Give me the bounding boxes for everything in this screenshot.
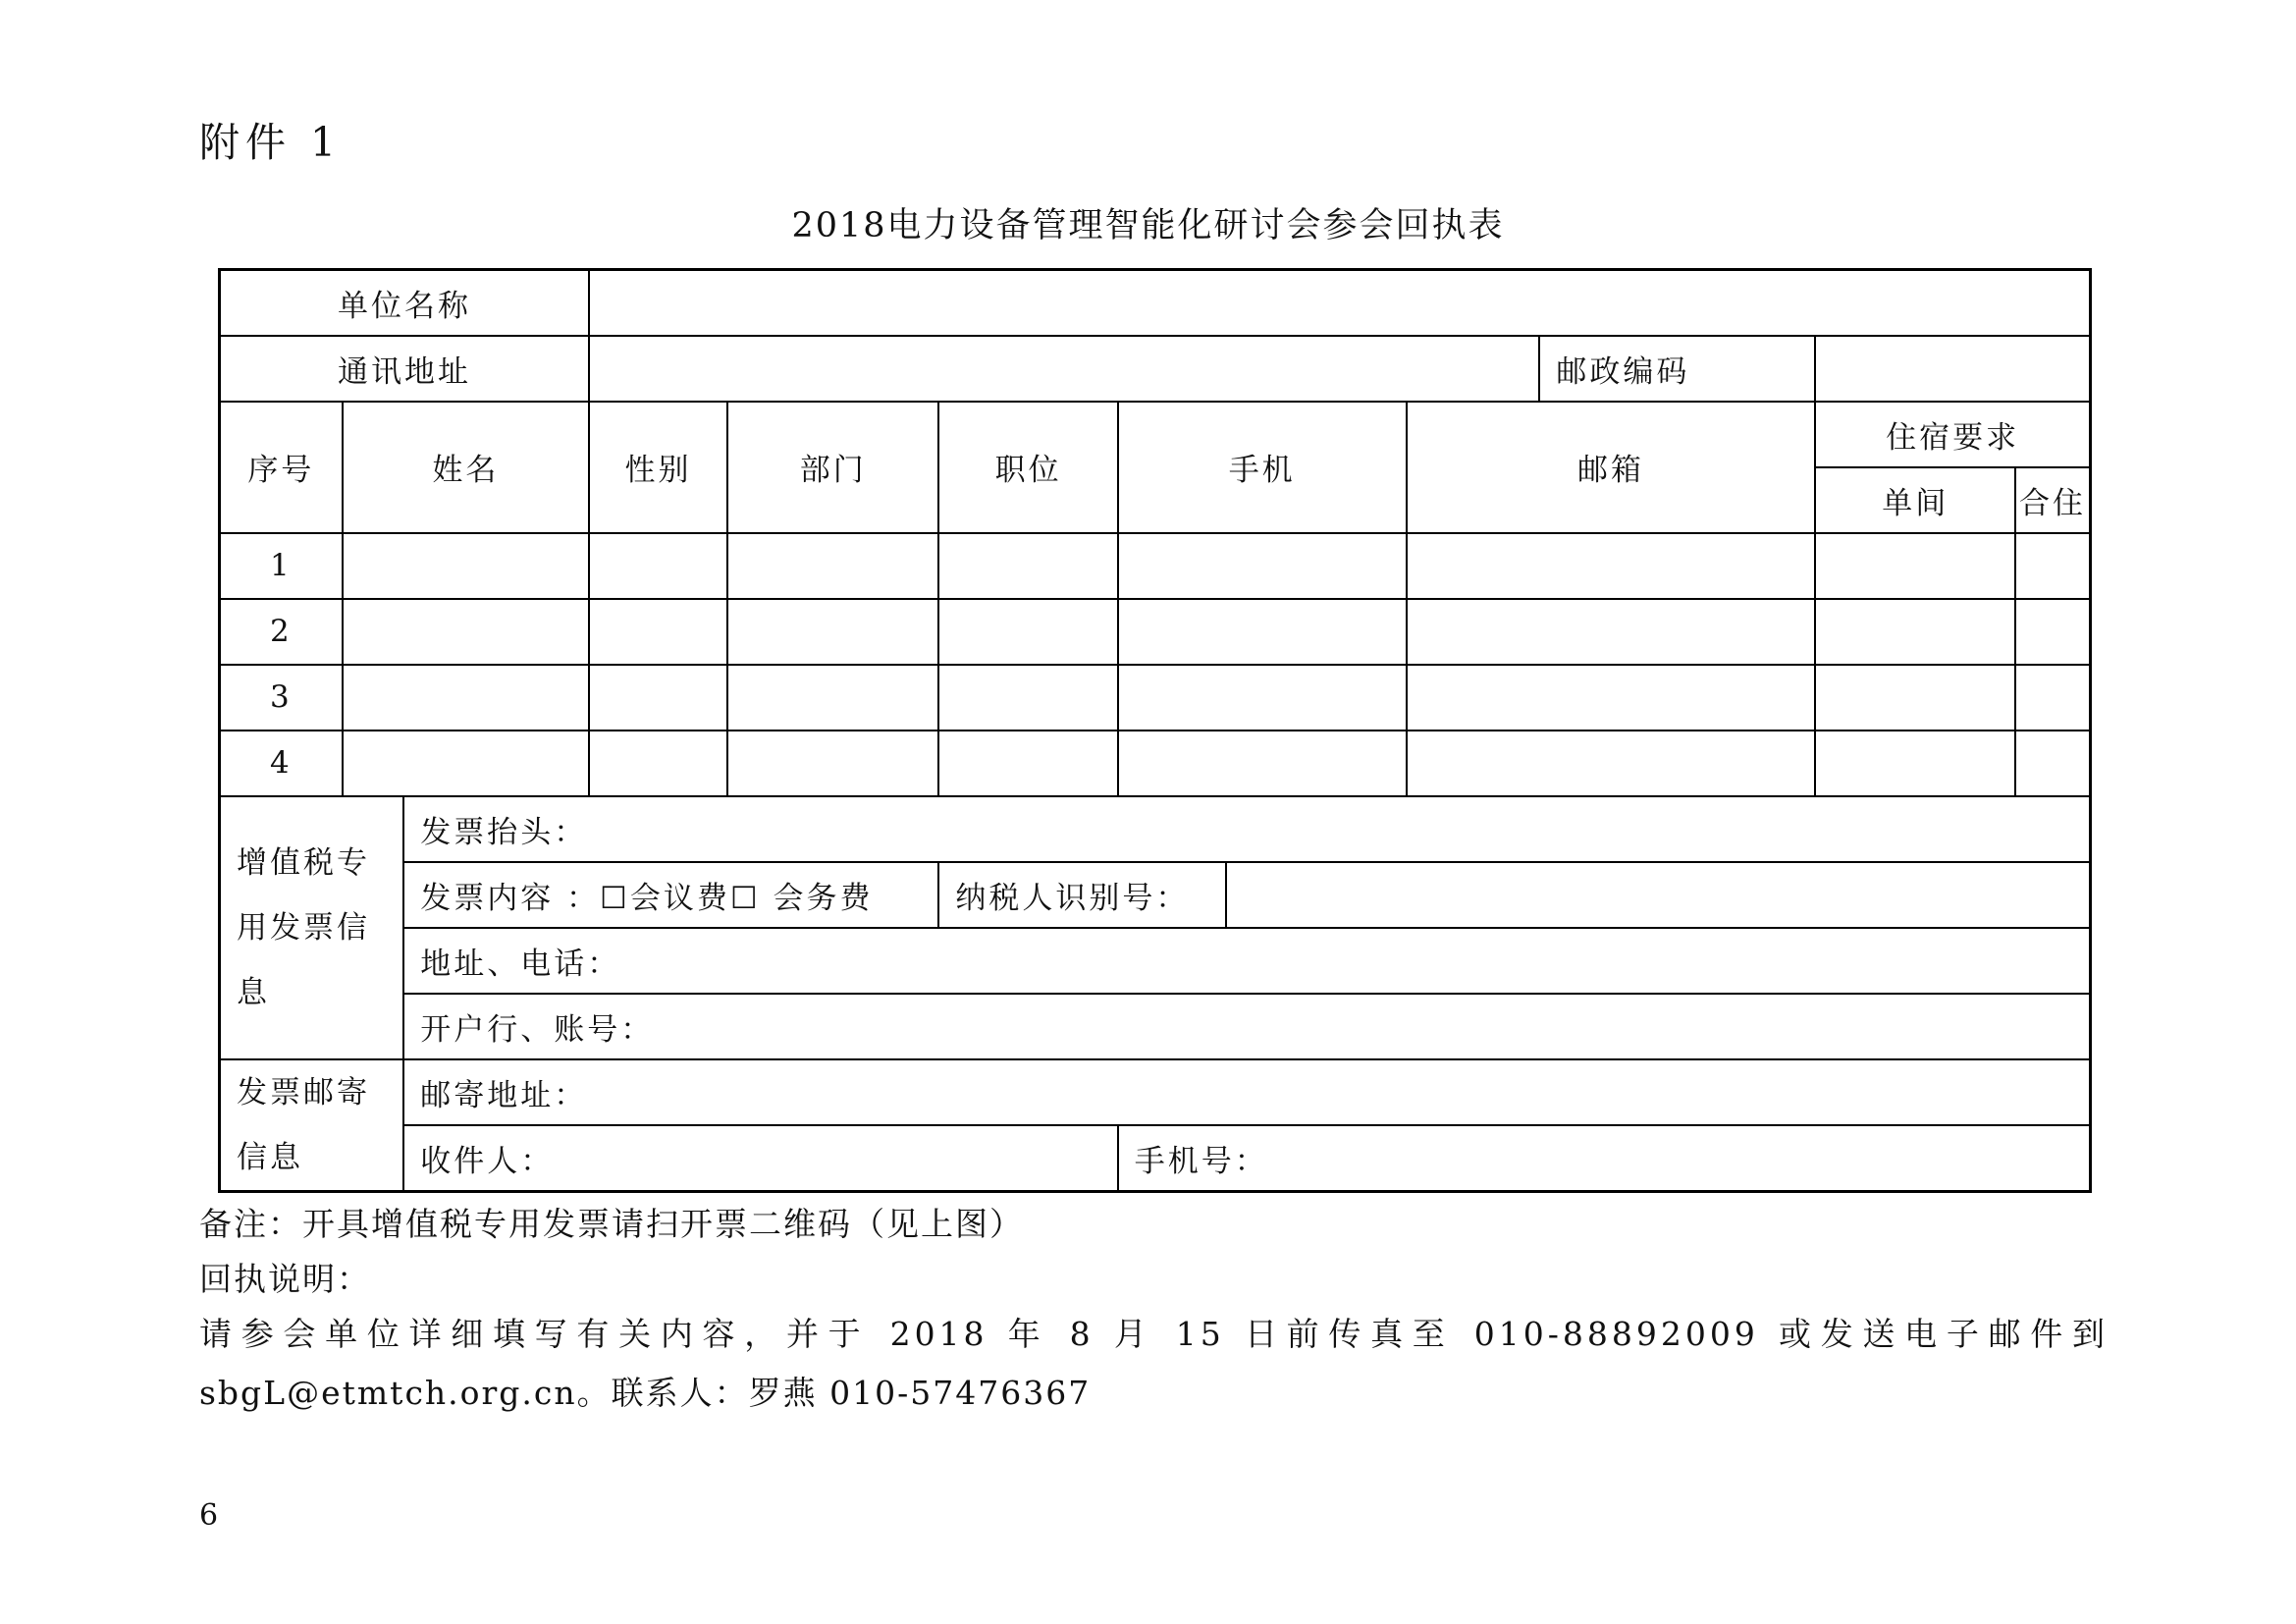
- mobile-cell[interactable]: [1118, 665, 1407, 731]
- mobile-cell[interactable]: [1118, 533, 1407, 599]
- header-email: 邮箱: [1407, 402, 1816, 533]
- email-cell[interactable]: [1407, 533, 1816, 599]
- taxpayer-id-field[interactable]: [1226, 862, 2090, 928]
- taxpayer-id-label: 纳税人识别号：: [938, 862, 1226, 928]
- email-cell[interactable]: [1407, 665, 1816, 731]
- postcode-label: 邮政编码: [1539, 336, 1815, 402]
- header-single-room: 单间: [1815, 467, 2015, 533]
- invoice-section-label: 增值税专用发票信息: [220, 796, 404, 1059]
- address-label: 通讯地址: [220, 336, 590, 402]
- header-mobile: 手机: [1118, 402, 1407, 533]
- table-row: [220, 665, 2091, 731]
- header-lodging: 住宿要求: [1815, 402, 2090, 467]
- single-room-cell[interactable]: [1815, 599, 2015, 665]
- name-cell[interactable]: [343, 665, 589, 731]
- department-cell[interactable]: [727, 599, 938, 665]
- position-cell[interactable]: [938, 665, 1117, 731]
- single-room-cell[interactable]: [1815, 533, 2015, 599]
- invoice-title-field[interactable]: 发票抬头：: [403, 796, 2090, 862]
- header-seq: 序号: [220, 402, 343, 533]
- name-cell[interactable]: [343, 731, 589, 796]
- address-phone-field[interactable]: 地址、电话：: [403, 928, 2090, 994]
- header-name: 姓名: [343, 402, 589, 533]
- page-number: 6: [199, 1498, 219, 1533]
- gender-cell[interactable]: [589, 533, 727, 599]
- mailing-section-label: 发票邮寄信息: [220, 1059, 404, 1192]
- position-cell[interactable]: [938, 533, 1117, 599]
- position-cell[interactable]: [938, 731, 1117, 796]
- table-row: [220, 599, 2091, 665]
- unit-name-field[interactable]: [589, 270, 2090, 336]
- unit-name-label: 单位名称: [220, 270, 590, 336]
- mobile-cell[interactable]: [1118, 731, 1407, 796]
- header-gender: 性别: [589, 402, 727, 533]
- row-number: 1: [220, 533, 343, 599]
- header-shared-room: 合住: [2015, 467, 2090, 533]
- table-row: [220, 533, 2091, 599]
- gender-cell[interactable]: [589, 599, 727, 665]
- shared-room-cell[interactable]: [2015, 665, 2090, 731]
- single-room-cell[interactable]: [1815, 731, 2015, 796]
- name-cell[interactable]: [343, 533, 589, 599]
- email-cell[interactable]: [1407, 731, 1816, 796]
- recipient-phone-field[interactable]: 手机号：: [1118, 1125, 2091, 1191]
- registration-form: [218, 268, 2092, 1193]
- mailing-address-field[interactable]: 邮寄地址：: [403, 1059, 2090, 1125]
- department-cell[interactable]: [727, 731, 938, 796]
- gender-cell[interactable]: [589, 731, 727, 796]
- remark-note: 备注：开具增值税专用发票请扫开票二维码（见上图）: [199, 1205, 1024, 1243]
- email-cell[interactable]: [1407, 599, 1816, 665]
- single-room-cell[interactable]: [1815, 665, 2015, 731]
- header-position: 职位: [938, 402, 1117, 533]
- shared-room-cell[interactable]: [2015, 731, 2090, 796]
- instructions-line-2: sbgL@etmtch.org.cn。联系人：罗燕 010-57476367: [199, 1374, 1092, 1412]
- bank-account-field[interactable]: 开户行、账号：: [403, 994, 2090, 1059]
- row-number: 3: [220, 665, 343, 731]
- attachment-label: 附件 1: [199, 119, 343, 166]
- name-cell[interactable]: [343, 599, 589, 665]
- header-department: 部门: [727, 402, 938, 533]
- gender-cell[interactable]: [589, 665, 727, 731]
- postcode-field[interactable]: [1815, 336, 2090, 402]
- row-number: 4: [220, 731, 343, 796]
- instructions-line-1: 请参会单位详细填写有关内容，并于 2018 年 8 月 15 日前传真至 010-88892009 或发送电子邮件到: [199, 1315, 2109, 1353]
- shared-room-cell[interactable]: [2015, 599, 2090, 665]
- department-cell[interactable]: [727, 533, 938, 599]
- row-number: 2: [220, 599, 343, 665]
- invoice-content-field[interactable]: 发票内容 ：☐会议费☐ 会务费: [403, 862, 938, 928]
- address-field[interactable]: [589, 336, 1539, 402]
- recipient-field[interactable]: 收件人：: [403, 1125, 1118, 1191]
- instructions-heading: 回执说明：: [199, 1260, 371, 1298]
- position-cell[interactable]: [938, 599, 1117, 665]
- page-title: 2018电力设备管理智能化研讨会参会回执表: [791, 206, 1505, 245]
- department-cell[interactable]: [727, 665, 938, 731]
- mobile-cell[interactable]: [1118, 599, 1407, 665]
- shared-room-cell[interactable]: [2015, 533, 2090, 599]
- table-row: [220, 731, 2091, 796]
